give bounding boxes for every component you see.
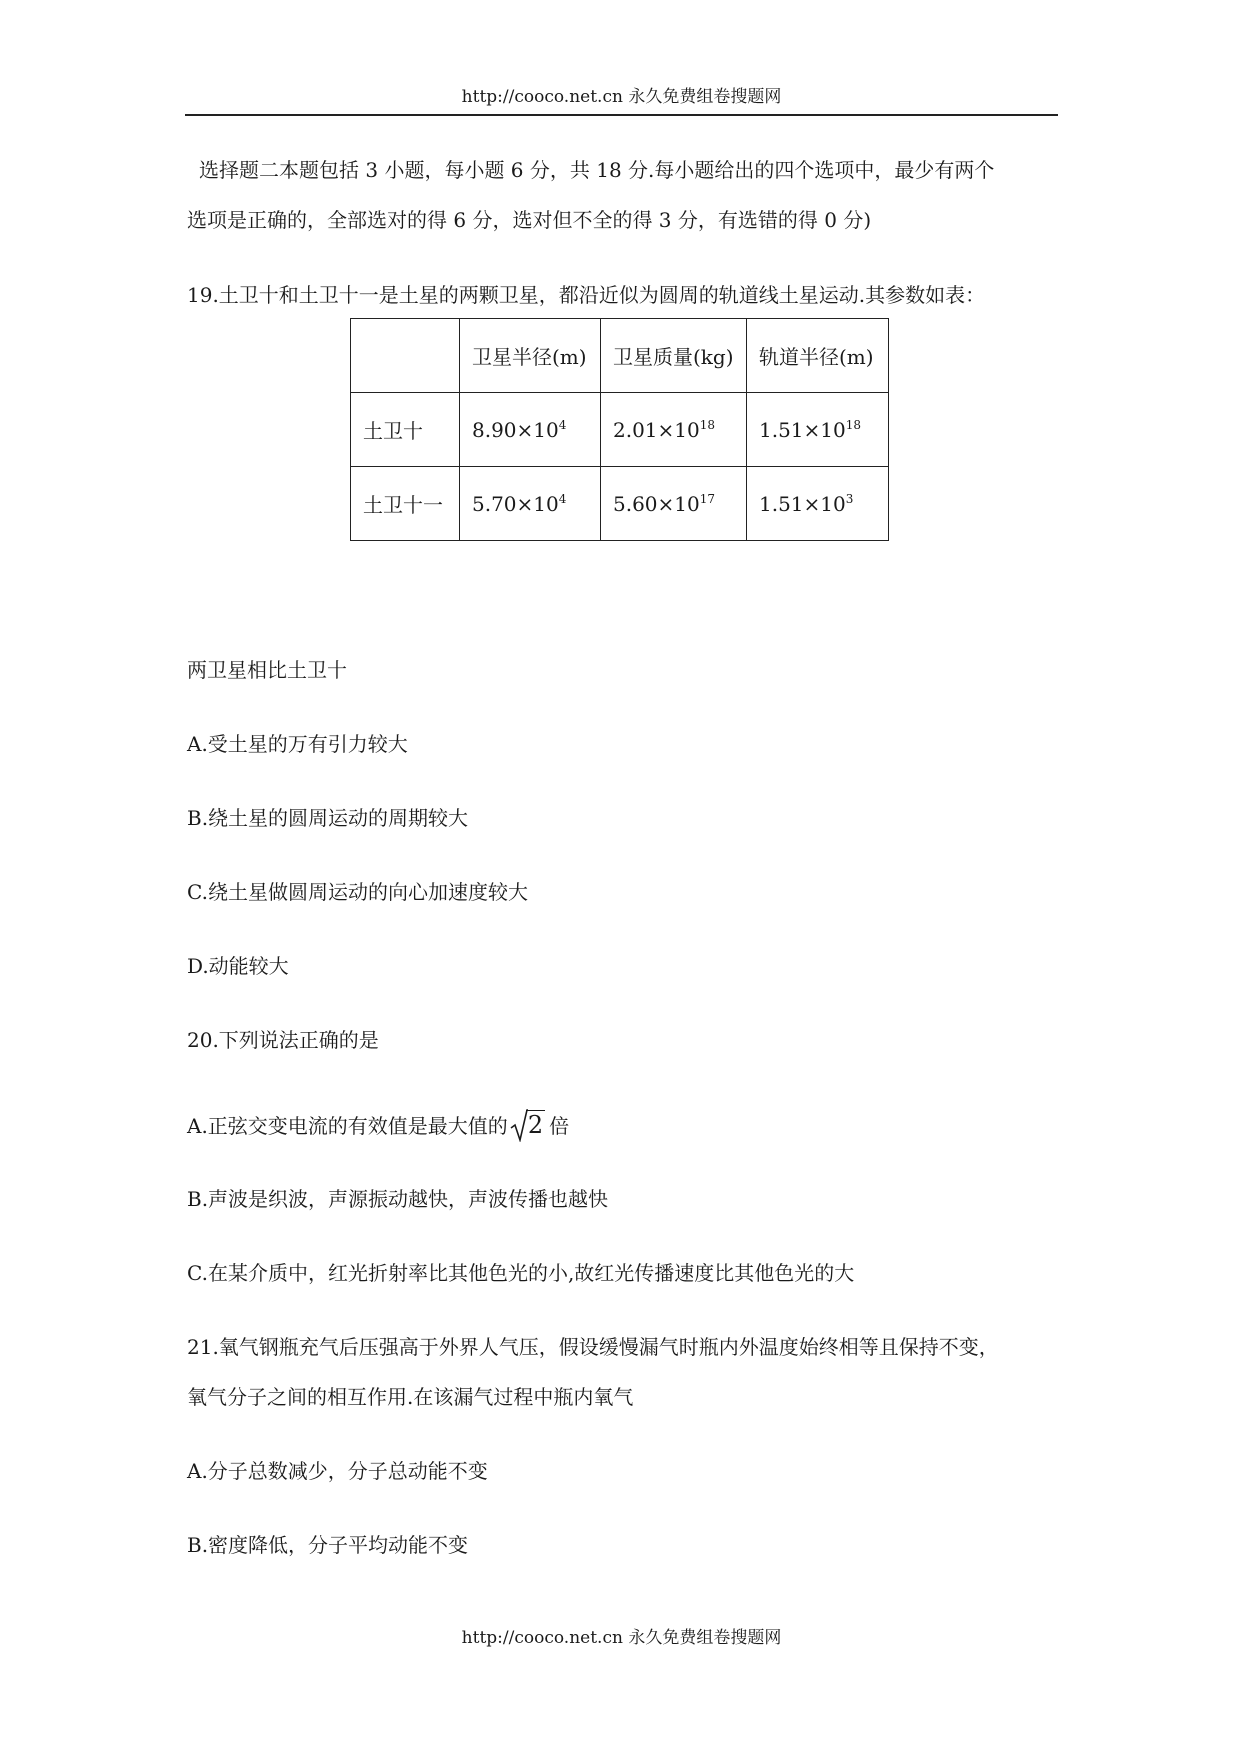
q21-stem-line-2: 氧气分子之间的相互作用.在该漏气过程中瓶内氧气: [187, 1385, 634, 1409]
orbit-exponent: 18: [845, 417, 862, 432]
q20-option-a-suffix: 倍: [549, 1114, 570, 1138]
mass-cell: [601, 393, 747, 467]
mass-base: 2.01×10: [613, 417, 700, 442]
radius-cell: [460, 393, 601, 467]
mass-exponent: 17: [699, 491, 716, 506]
table-header-cell: 卫星质量(kg): [601, 319, 747, 393]
q19-option-d: D.动能较大: [187, 954, 289, 978]
q21-stem-line-1: 21.氧气钢瓶充气后压强高于外界人气压，假设缓慢漏气时瓶内外温度始终相等且保持不变，: [187, 1335, 999, 1359]
orbit-base: 1.51×10: [759, 417, 846, 442]
table-row: [351, 393, 889, 467]
q21-option-b: B.密度降低，分子平均动能不变: [187, 1533, 469, 1557]
orbit-cell: [747, 467, 889, 541]
radius-base: 8.90×10: [472, 417, 559, 442]
q20-option-a-text: A.正弦交变电流的有效值是最大值的: [187, 1114, 508, 1138]
q19-option-a: A.受土星的万有引力较大: [187, 732, 408, 756]
intro-line-1: 选择题二本题包括 3 小题，每小题 6 分，共 18 分.每小题给出的四个选项中，最少有两个: [199, 158, 995, 182]
q21-option-a: A.分子总数减少，分子总动能不变: [187, 1459, 488, 1483]
table-header-cell: [351, 319, 460, 393]
q19-stem: 19.土卫十和土卫十一是土星的两颗卫星，都沿近似为圆周的轨道线土星运动.其参数如表：: [187, 283, 986, 307]
table-header-cell: 卫星半径(m): [460, 319, 601, 393]
q20-option-b: B.声波是织波，声源振动越快，声波传播也越快: [187, 1187, 609, 1211]
orbit-base: 1.51×10: [759, 491, 846, 516]
q20-stem: 20.下列说法正确的是: [187, 1028, 379, 1052]
radius-cell: [460, 467, 601, 541]
satellite-table: [350, 318, 889, 541]
header-rule: [185, 114, 1058, 116]
square-root-icon: [510, 1112, 545, 1138]
radius-exponent: 4: [558, 417, 567, 432]
page-footer: http://cooco.net.cn 永久免费组卷搜题网: [461, 1628, 782, 1648]
mass-base: 5.60×10: [613, 491, 700, 516]
table-header-row: [351, 319, 889, 393]
q19-prompt: 两卫星相比土卫十: [187, 658, 347, 682]
intro-line-2: 选项是正确的，全部选对的得 6 分，选对但不全的得 3 分，有选错的得 0 分): [187, 208, 872, 232]
orbit-cell: [747, 393, 889, 467]
mass-exponent: 18: [699, 417, 716, 432]
radius-exponent: 4: [558, 491, 567, 506]
mass-cell: [601, 467, 747, 541]
page-header: http://cooco.net.cn 永久免费组卷搜题网: [461, 87, 782, 107]
q19-option-b: B.绕土星的圆周运动的周期较大: [187, 806, 469, 830]
satellite-name-cell: 土卫十: [351, 393, 460, 467]
table-row: [351, 467, 889, 541]
table-header-cell: 轨道半径(m): [747, 319, 889, 393]
orbit-exponent: 3: [845, 491, 854, 506]
q20-option-a: [187, 1112, 569, 1139]
q20-option-c: C.在某介质中，红光折射率比其他色光的小,故红光传播速度比其他色光的大: [187, 1261, 855, 1285]
satellite-name-cell: 土卫十一: [351, 467, 460, 541]
radius-base: 5.70×10: [472, 491, 559, 516]
sqrt-radicand: 2: [527, 1111, 544, 1139]
q19-option-c: C.绕土星做圆周运动的向心加速度较大: [187, 880, 528, 904]
